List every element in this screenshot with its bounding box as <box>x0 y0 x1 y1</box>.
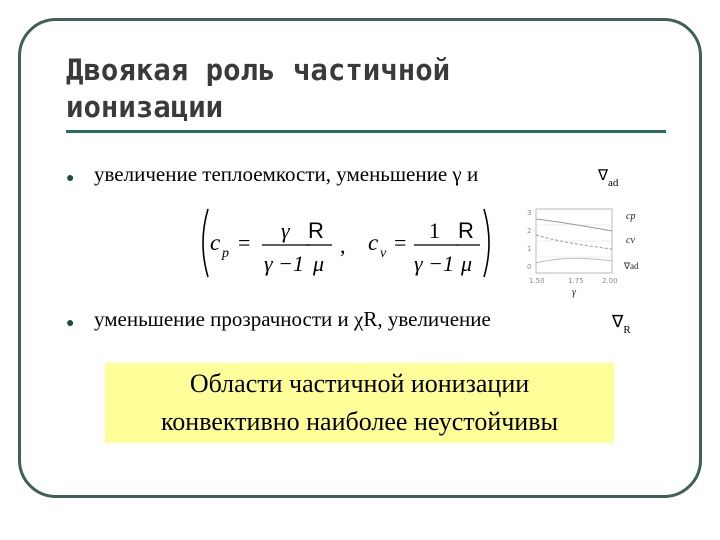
x-axis-label-gamma: γ <box>572 287 576 298</box>
nabla-icon: ∇ <box>598 166 609 184</box>
y-tick-3: 3 <box>527 209 532 217</box>
callout-line-2: конвективно наиболее неустойчивы <box>161 407 558 436</box>
conclusion-callout <box>105 363 614 443</box>
cp-R: R <box>308 218 324 243</box>
title-divider <box>66 130 666 133</box>
heat-capacity-formula <box>196 205 496 281</box>
cp-subscript: p <box>222 246 229 261</box>
cp-numerator-gamma: γ <box>281 218 290 243</box>
bullet-2-text: уменьшение прозрачности и χR, увеличение <box>94 307 491 331</box>
cv-numerator-one: 1 <box>429 218 440 243</box>
cv-R: R <box>458 218 474 243</box>
cv-denominator: γ −1 <box>414 251 455 276</box>
x-tick-150: 1.50 <box>529 277 545 285</box>
callout-line-1: Области частичной ионизации <box>189 369 530 398</box>
nabla-icon: ∇ <box>612 312 624 332</box>
cp-denominator: γ −1 <box>264 251 305 276</box>
title-line-2: ионизации <box>66 90 224 124</box>
mini-plot <box>518 203 650 298</box>
bullet-marker-1: ● <box>66 171 75 186</box>
cv-symbol: c <box>368 230 379 255</box>
y-tick-1: 1 <box>527 245 532 253</box>
nabla-r-symbol <box>612 312 631 336</box>
legend-cv: cv <box>626 235 635 246</box>
mini-plot-graphic <box>518 203 650 298</box>
nabla-ad-symbol <box>598 166 618 189</box>
cp-equals: = <box>238 230 251 255</box>
slide-title <box>66 52 586 126</box>
nabla-ad-subscript: ad <box>608 177 619 189</box>
y-tick-2: 2 <box>527 227 532 235</box>
x-tick-175: 1.75 <box>568 277 584 285</box>
cv-mu: μ <box>461 251 473 276</box>
cv-subscript: v <box>380 246 387 261</box>
formula-graphic <box>196 205 496 281</box>
legend-cp: cp <box>626 211 636 222</box>
y-tick-0: 0 <box>527 263 532 271</box>
title-line-1: Двоякая роль частичной <box>66 53 451 87</box>
x-tick-200: 2.00 <box>602 277 618 285</box>
legend-nabla-ad: ∇ad <box>624 261 639 271</box>
cp-mu: μ <box>313 251 325 276</box>
nabla-r-subscript: R <box>623 324 631 336</box>
bullet-1-text: увеличение теплоемкости, уменьшение γ и <box>94 162 479 186</box>
bullet-marker-2: ● <box>66 316 75 331</box>
cv-equals: = <box>394 230 407 255</box>
formula-comma: , <box>340 233 346 258</box>
cp-symbol: c <box>210 230 221 255</box>
